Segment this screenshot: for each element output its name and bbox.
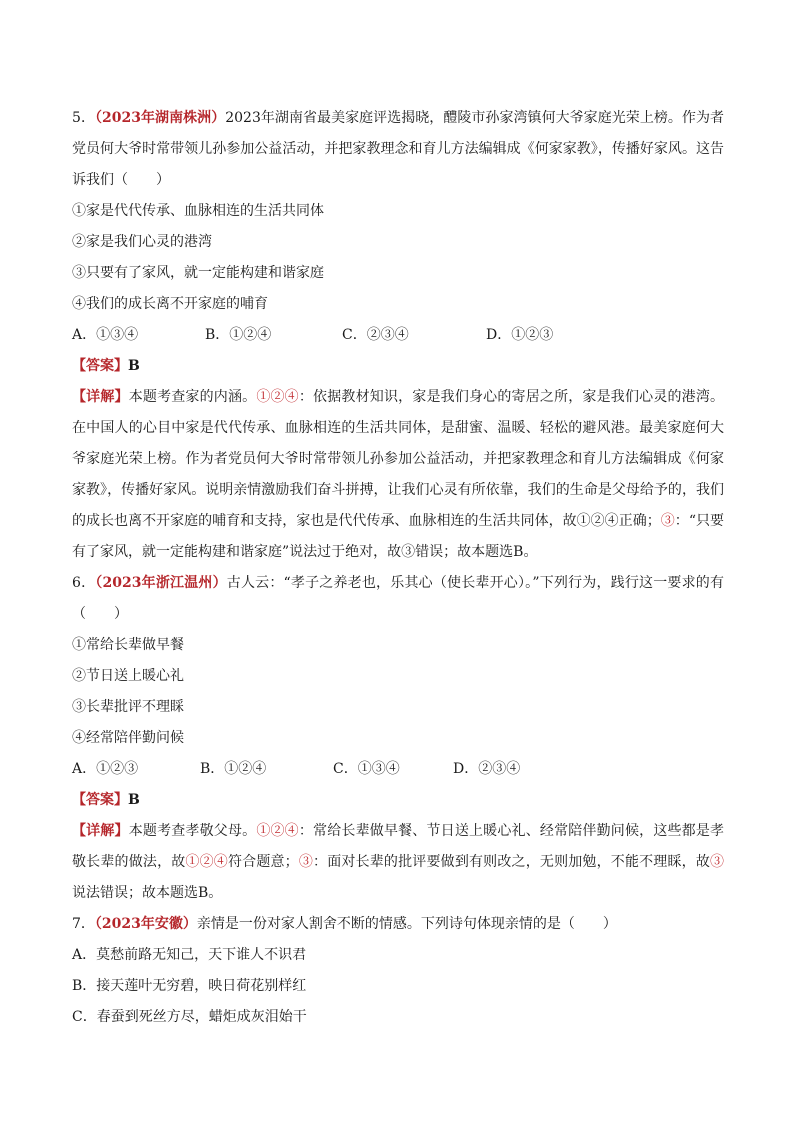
explanation — [72, 382, 724, 568]
choice-option-a: A．①③④ — [72, 327, 139, 343]
highlight-text: ③ — [298, 854, 314, 870]
answer-value: B — [128, 792, 140, 808]
highlight-text: ①②④ — [256, 823, 299, 839]
answer-tag: 【答案】 — [72, 358, 128, 374]
question-number: 7． — [72, 916, 95, 932]
answer-line — [72, 785, 724, 816]
choice-option-b: B．①②④ — [200, 761, 267, 777]
choice-options — [72, 320, 724, 351]
answer-line — [72, 351, 724, 382]
explanation-text: 本题考查家的内涵。 — [128, 389, 257, 405]
statement-item: ④我们的成长离不开家庭的哺育 — [72, 296, 268, 312]
choice-option-a: A．①②③ — [72, 761, 139, 777]
explanation-text: 说法错误；故本题选B。 — [72, 885, 223, 901]
explanation-text: ：依据教材知识，家是我们身心的寄居之所，家是我们心灵的港湾。在中国人的心目中家是代代传承、血脉相连的生活共同体，是甜蜜、温暖、轻松的避风港。最美家庭何大爷家庭光荣上榜。作为者党员何大爷时常带领儿孙参加公益活动，并把家教理念和育儿方法编辑成《何家家教》，传播好家风。说明亲情激励我们奋斗拼搏，让我们心灵有所依靠，我们的生命是父母给予的，我们的成长也离不开家庭的哺育和支持，家也是代代传承、血脉相连的生活共同体，故①②④正确； — [72, 389, 725, 529]
question-source: （2023年安徽） — [94, 916, 197, 932]
choice-options — [72, 754, 724, 785]
statement-item: ④经常陪伴勤问候 — [72, 730, 184, 746]
explanation — [72, 816, 724, 909]
question-number: 5． — [72, 110, 95, 126]
question-text: 2023年湖南省最美家庭评选揭晓，醴陵市孙家湾镇何大爷家庭光荣上榜。作为者党员何大爷时常带领儿孙参加公益活动，并把家教理念和育儿方法编辑成《何家家教》，传播好家风。这告诉我们（ ） — [72, 110, 724, 188]
choice-option-b: B．接天莲叶无穷碧，映日荷花别样红 — [72, 978, 307, 994]
statement-item: ③长辈批评不理睬 — [72, 699, 184, 715]
choice-option-a: A．莫愁前路无知己，天下谁人不识君 — [72, 947, 307, 963]
question-6-stem — [72, 568, 724, 630]
highlight-text: ①②④ — [256, 389, 299, 405]
highlight-text: ③ — [660, 513, 675, 529]
statement-item: ③只要有了家风，就一定能构建和谐家庭 — [72, 265, 324, 281]
question-7-stem — [72, 909, 724, 940]
statement-item: ①家是代代传承、血脉相连的生活共同体 — [72, 203, 324, 219]
explanation-text: 本题考查孝敬父母。 — [128, 823, 257, 839]
choice-option-b: B．①②④ — [205, 327, 272, 343]
question-source: （2023年浙江温州） — [95, 575, 227, 591]
answer-tag: 【答案】 — [72, 792, 128, 808]
page-content — [72, 103, 724, 1033]
choice-option-c: C．①③④ — [333, 761, 400, 777]
question-text: 古人云：“孝子之养老也，乐其心（使长辈开心）。”下列行为，践行这一要求的有（ ） — [72, 575, 724, 622]
choice-option-d: D．②③④ — [453, 761, 521, 777]
choice-option-c: C．春蚕到死丝方尽，蜡炬成灰泪始干 — [72, 1009, 307, 1025]
question-number: 6． — [72, 575, 96, 591]
explanation-text: ：常给长辈做早餐、节日送上暖心礼、经常陪伴勤问候，这些都是孝敬长辈的做法，故 — [72, 823, 725, 870]
explanation-text: ：面对长辈的批评要做到有则改之，无则加勉，不能不理睬，故 — [313, 854, 711, 870]
explanation-text: 符合题意； — [227, 854, 299, 870]
highlight-text: ①②④ — [185, 854, 228, 870]
statement-item: ②家是我们心灵的港湾 — [72, 234, 212, 250]
explanation-tag: 【详解】 — [72, 823, 129, 839]
statement-item: ①常给长辈做早餐 — [72, 637, 184, 653]
question-text: 亲情是一份对家人割舍不断的情感。下列诗句体现亲情的是（ ） — [196, 916, 617, 932]
highlight-text: ③ — [710, 854, 725, 870]
answer-value: B — [128, 358, 140, 374]
choice-option-d: D．①②③ — [486, 327, 554, 343]
explanation-tag: 【详解】 — [72, 389, 129, 405]
question-source: （2023年湖南株洲） — [94, 110, 226, 126]
question-5-stem — [72, 103, 724, 196]
statement-item: ②节日送上暖心礼 — [72, 668, 184, 684]
choice-option-c: C．②③④ — [342, 327, 409, 343]
explanation-text: ：“只要有了家风，就一定能构建和谐家庭”说法过于绝对，故③错误；故本题选B。 — [72, 513, 725, 560]
